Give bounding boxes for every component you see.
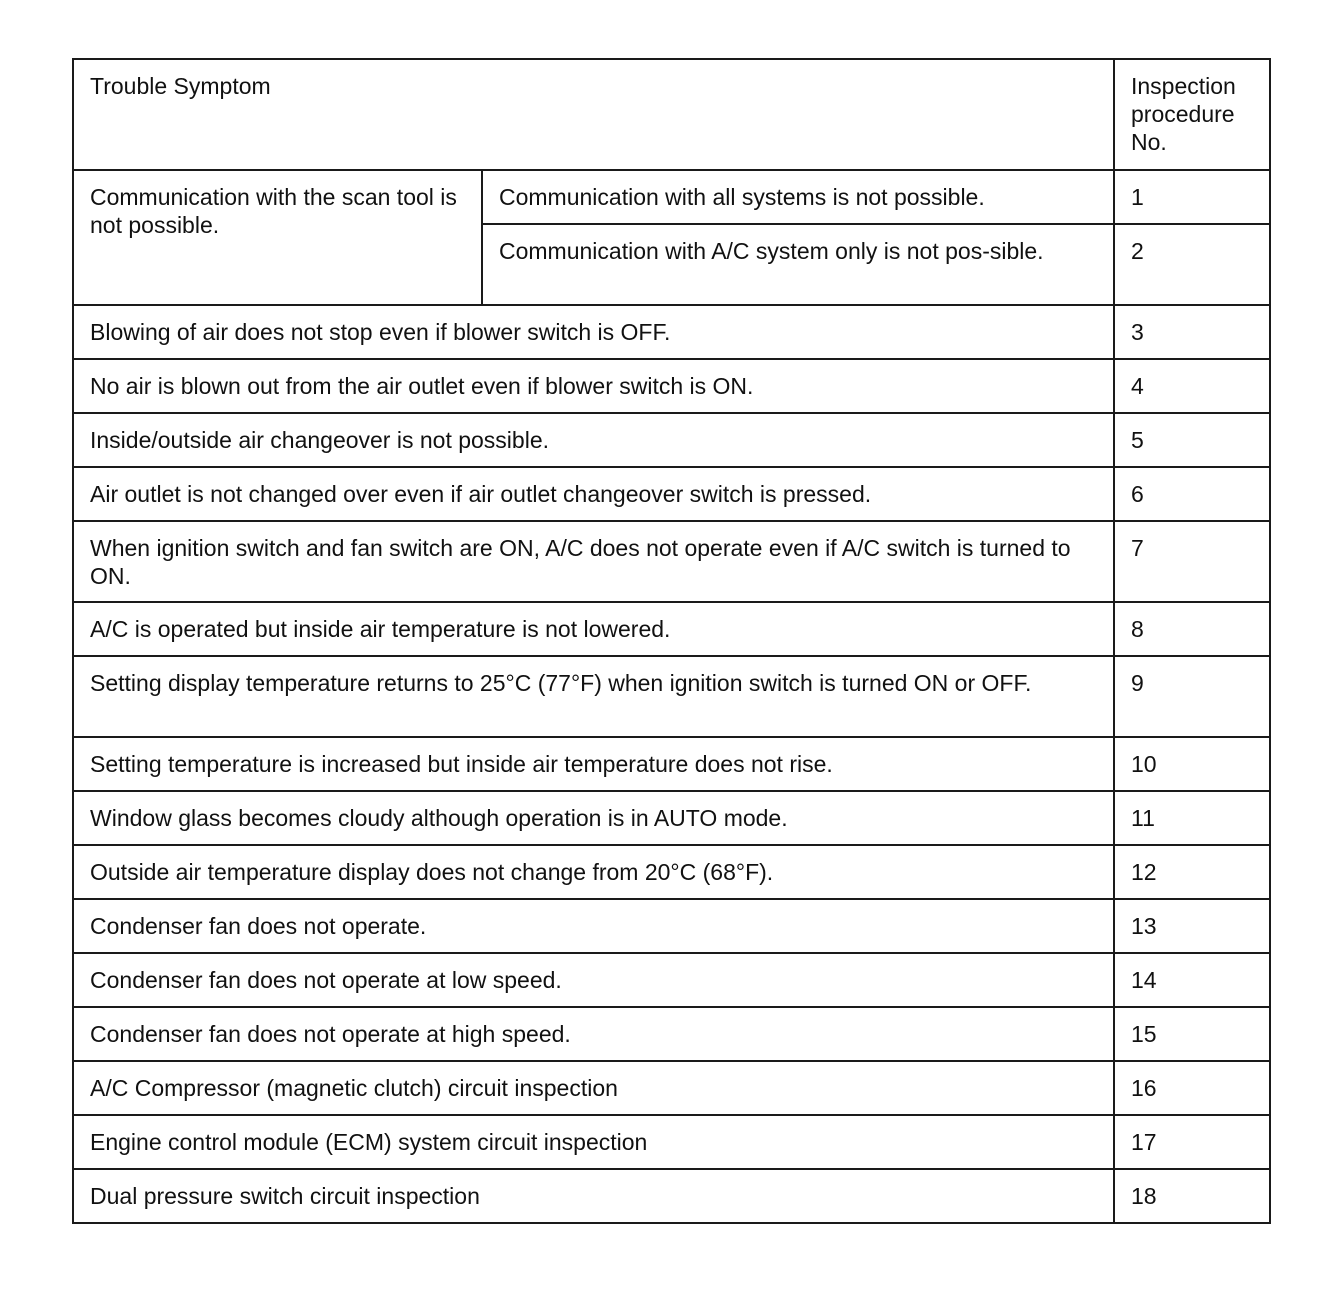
procedure-number-cell: 17 [1114, 1115, 1270, 1169]
table-row [73, 413, 1270, 467]
table-row [73, 791, 1270, 845]
communication-group-label: Communication with the scan tool is not possible. [73, 170, 482, 305]
procedure-number-cell: 13 [1114, 899, 1270, 953]
table-row [73, 899, 1270, 953]
procedure-number-cell: 7 [1114, 521, 1270, 602]
table-row [73, 845, 1270, 899]
procedure-number-cell: 2 [1114, 224, 1270, 305]
trouble-symptom-chart [72, 58, 1269, 1224]
trouble-symptom-table [72, 58, 1271, 1224]
symptom-cell: Condenser fan does not operate. [73, 899, 1114, 953]
symptom-cell: No air is blown out from the air outlet even if blower switch is ON. [73, 359, 1114, 413]
table-row [73, 521, 1270, 602]
procedure-number-cell: 18 [1114, 1169, 1270, 1223]
procedure-number-cell: 1 [1114, 170, 1270, 224]
procedure-number-cell: 14 [1114, 953, 1270, 1007]
symptom-cell: Setting temperature is increased but inside air temperature does not rise. [73, 737, 1114, 791]
procedure-number-cell: 8 [1114, 602, 1270, 656]
procedure-number-cell: 15 [1114, 1007, 1270, 1061]
symptom-cell: Engine control module (ECM) system circuit inspection [73, 1115, 1114, 1169]
symptom-cell: When ignition switch and fan switch are ON, A/C does not operate even if A/C switch is turned to ON. [73, 521, 1114, 602]
symptom-cell: A/C is operated but inside air temperature is not lowered. [73, 602, 1114, 656]
procedure-number-cell: 11 [1114, 791, 1270, 845]
table-row [73, 1007, 1270, 1061]
procedure-number-cell: 10 [1114, 737, 1270, 791]
symptom-cell: A/C Compressor (magnetic clutch) circuit inspection [73, 1061, 1114, 1115]
symptom-cell: Air outlet is not changed over even if air outlet changeover switch is pressed. [73, 467, 1114, 521]
table-row [73, 305, 1270, 359]
table-row [73, 953, 1270, 1007]
procedure-number-cell: 3 [1114, 305, 1270, 359]
procedure-number-cell: 5 [1114, 413, 1270, 467]
table-row [73, 1061, 1270, 1115]
table-row [73, 656, 1270, 737]
header-inspection-procedure: Inspection procedure No. [1114, 59, 1270, 170]
symptom-cell: Blowing of air does not stop even if blower switch is OFF. [73, 305, 1114, 359]
procedure-number-cell: 4 [1114, 359, 1270, 413]
symptom-cell: Condenser fan does not operate at low speed. [73, 953, 1114, 1007]
symptom-cell: Outside air temperature display does not change from 20°C (68°F). [73, 845, 1114, 899]
table-row [73, 602, 1270, 656]
header-trouble-symptom: Trouble Symptom [73, 59, 1114, 170]
table-row [73, 1115, 1270, 1169]
symptom-cell: Communication with all systems is not possible. [482, 170, 1114, 224]
table-row [73, 467, 1270, 521]
procedure-number-cell: 6 [1114, 467, 1270, 521]
symptom-cell: Dual pressure switch circuit inspection [73, 1169, 1114, 1223]
table-header-row [73, 59, 1270, 170]
procedure-number-cell: 16 [1114, 1061, 1270, 1115]
procedure-number-cell: 9 [1114, 656, 1270, 737]
symptom-cell: Window glass becomes cloudy although operation is in AUTO mode. [73, 791, 1114, 845]
procedure-number-cell: 12 [1114, 845, 1270, 899]
symptom-cell: Inside/outside air changeover is not possible. [73, 413, 1114, 467]
symptom-cell: Communication with A/C system only is not pos-sible. [482, 224, 1114, 305]
table-row [73, 170, 1270, 224]
symptom-cell: Setting display temperature returns to 25°C (77°F) when ignition switch is turned ON or OFF. [73, 656, 1114, 737]
table-row [73, 359, 1270, 413]
symptom-cell: Condenser fan does not operate at high speed. [73, 1007, 1114, 1061]
table-row [73, 737, 1270, 791]
table-row [73, 1169, 1270, 1223]
